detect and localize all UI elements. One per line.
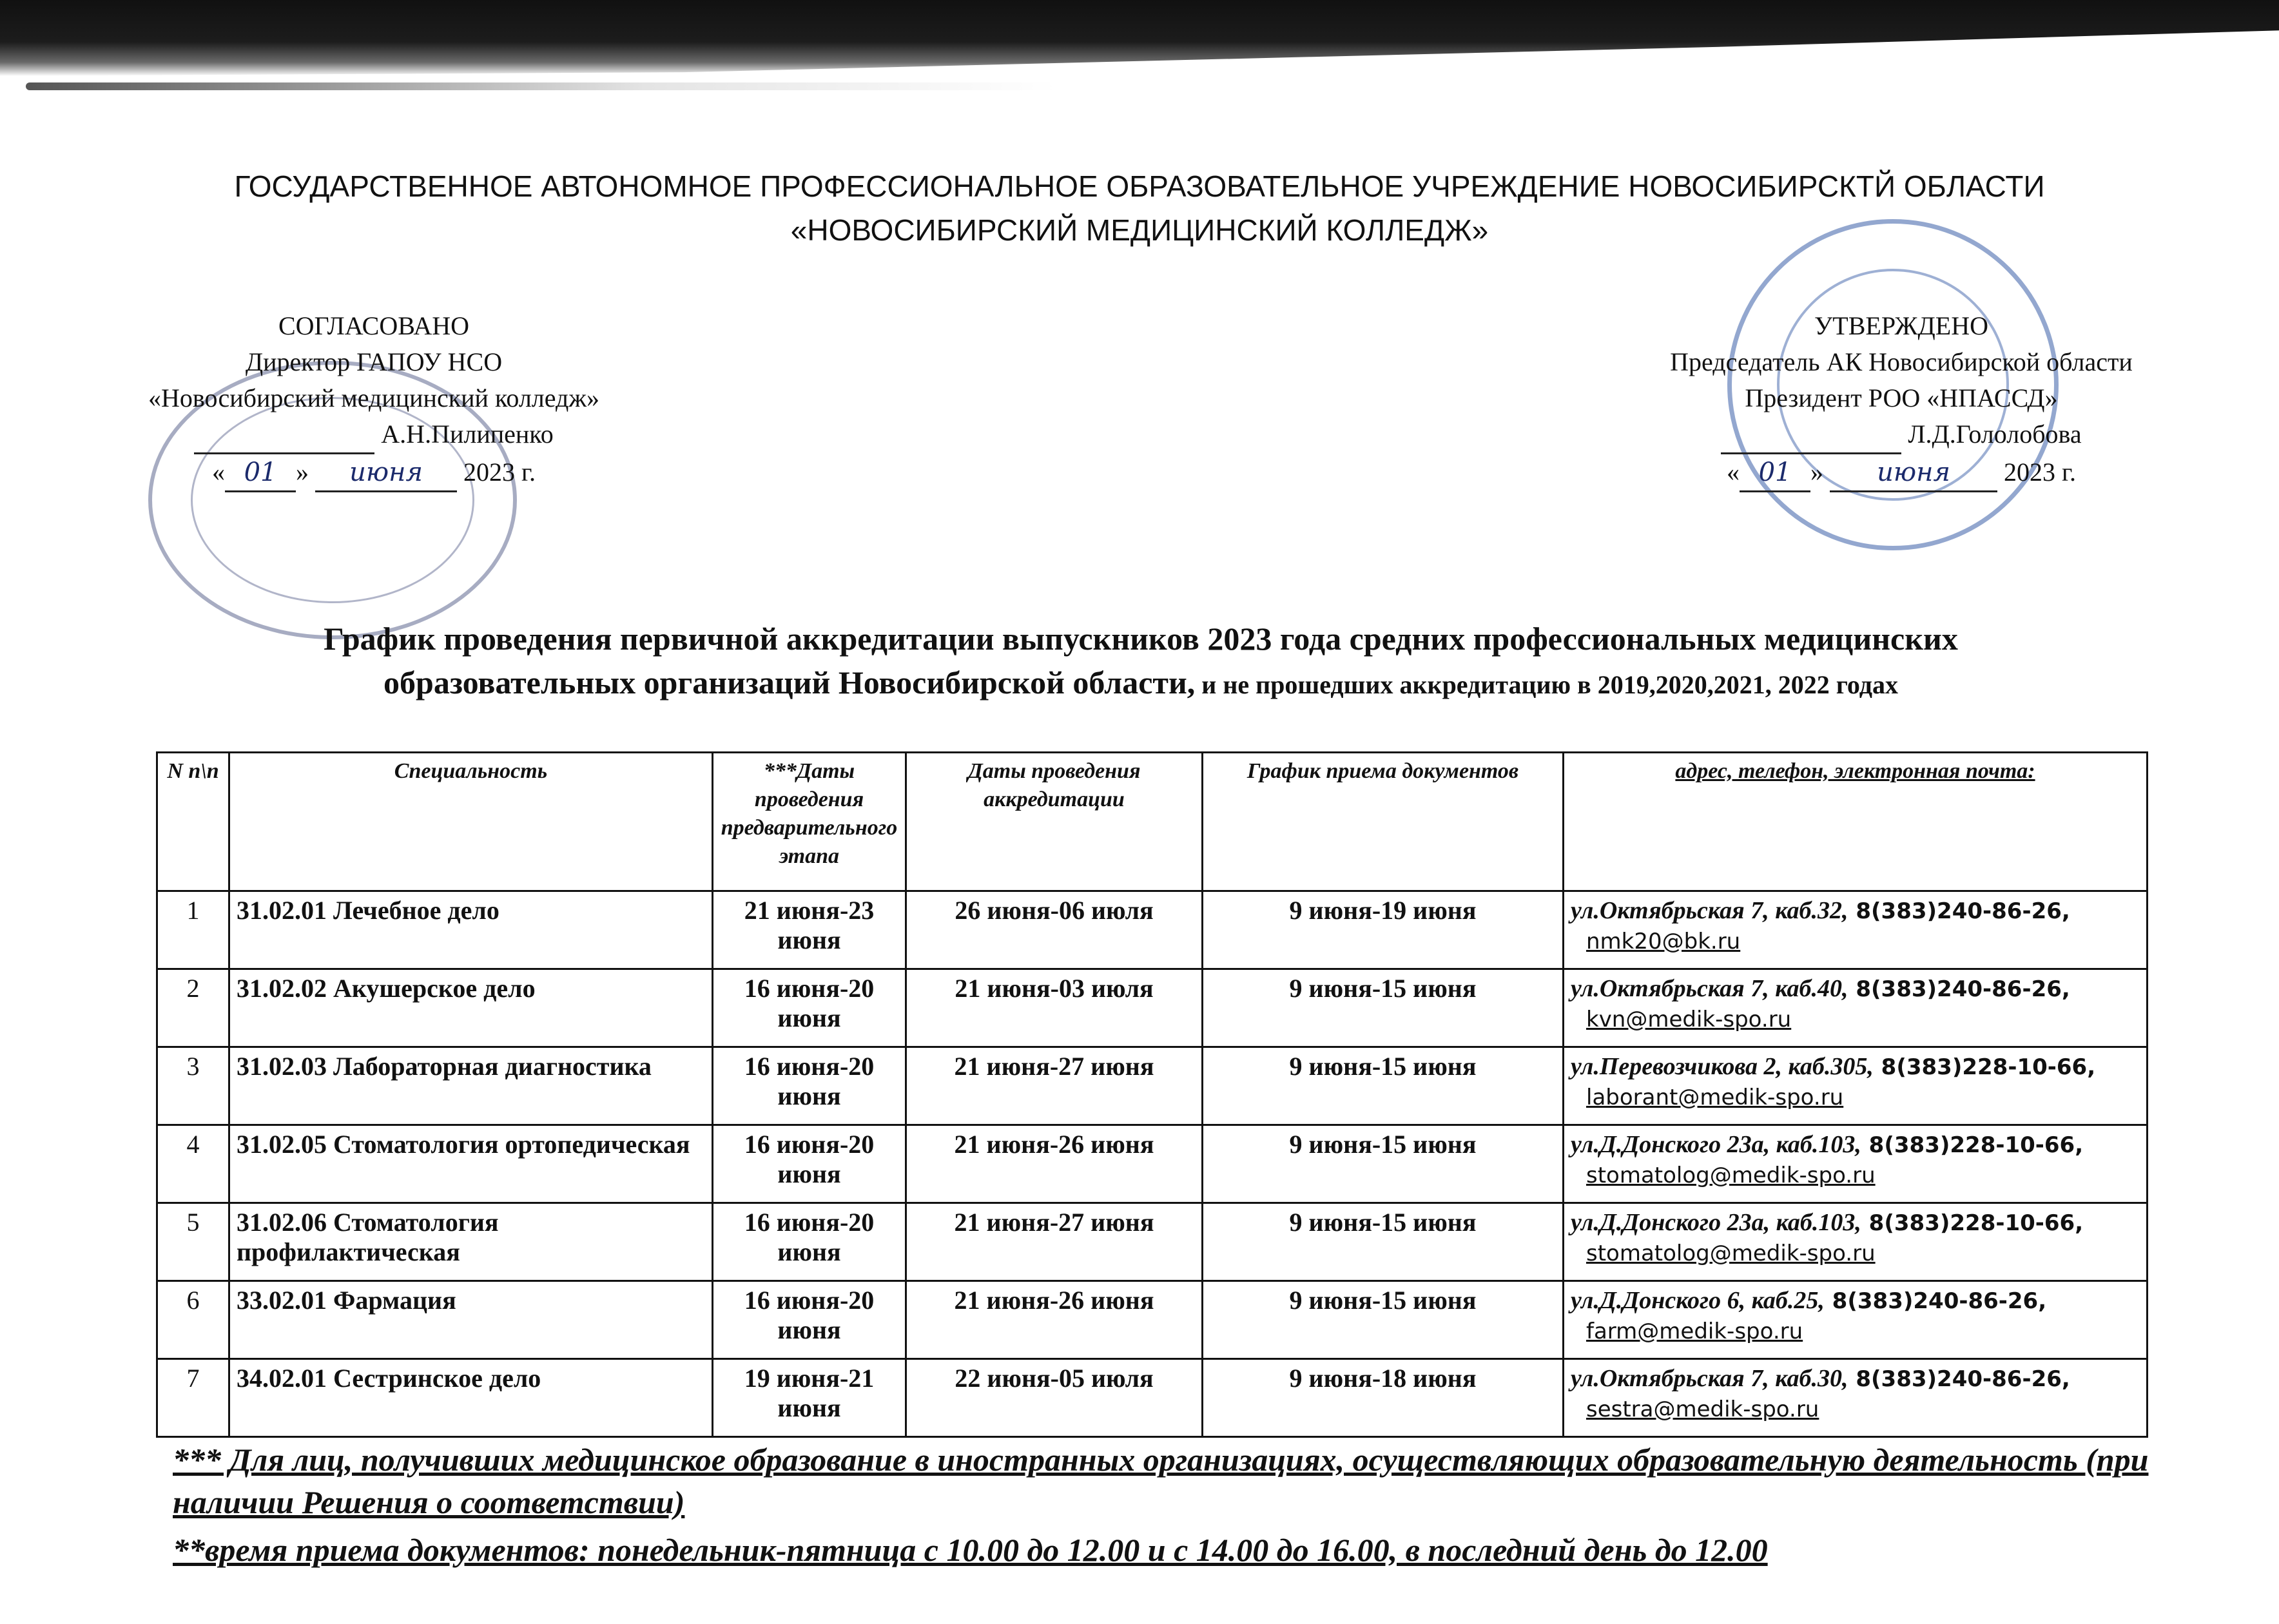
header-address: адрес, телефон, электронная почта:: [1564, 753, 2148, 891]
footnote-reception-hours: **время приема документов: понедельник-пятница с 10.00 до 12.00 и с 14.00 до 16.00, в последний день до 12.00: [173, 1532, 1768, 1568]
row-contacts: [1564, 969, 2148, 1047]
agreed-date: « 01 » июня 2023 г.: [90, 454, 657, 492]
row-documents: 9 июня-15 июня: [1203, 1281, 1564, 1359]
agreed-signatory-name: А.Н.Пилипенко: [381, 420, 554, 449]
row-accreditation: 21 июня-26 июня: [906, 1125, 1203, 1203]
agreed-day: 01: [225, 454, 296, 492]
row-pre-stage: 16 июня-20 июня: [713, 969, 906, 1047]
scan-shadow-top: [0, 0, 2279, 76]
row-email[interactable]: stomatolog@medik-spo.ru: [1586, 1241, 1876, 1266]
row-accreditation: 21 июня-27 июня: [906, 1047, 1203, 1125]
row-contacts: [1564, 1359, 2148, 1437]
row-pre-stage: 16 июня-20 июня: [713, 1047, 906, 1125]
table-row: [157, 1203, 2148, 1281]
document-title-line2: [103, 664, 2178, 701]
approved-month: июня: [1830, 454, 1997, 492]
row-accreditation: 21 июня-27 июня: [906, 1203, 1203, 1281]
agreed-position: Директор ГАПОУ НСО: [245, 347, 503, 376]
table-row: [157, 1047, 2148, 1125]
row-documents: 9 июня-19 июня: [1203, 891, 1564, 969]
table-row: [157, 969, 2148, 1047]
header-pre-stage: ***Даты проведения предварительного этапа: [713, 753, 906, 891]
row-specialty: 31.02.03 Лабораторная диагностика: [229, 1047, 713, 1125]
agreed-signatory: [90, 416, 657, 454]
row-number: 6: [157, 1281, 229, 1359]
row-street: ул.Д.Донского 23а, каб.103,: [1571, 1131, 1861, 1158]
row-street: ул.Октябрьская 7, каб.32,: [1571, 897, 1848, 924]
row-pre-stage: 16 июня-20 июня: [713, 1203, 906, 1281]
organization-name: ГОСУДАРСТВЕННОЕ АВТОНОМНОЕ ПРОФЕССИОНАЛЬНОЕ ОБРАЗОВАТЕЛЬНОЕ УЧРЕЖДЕНИЕ НОВОСИБИРСКТЙ ОБЛАСТИ: [234, 169, 2045, 203]
row-contacts: [1564, 891, 2148, 969]
row-contacts: [1564, 1281, 2148, 1359]
row-contacts: [1564, 1047, 2148, 1125]
table-header-row: [157, 753, 2148, 891]
row-documents: 9 июня-15 июня: [1203, 1047, 1564, 1125]
footnote-foreign-education: *** Для лиц, получивших медицинское образование в иностранных организациях, осуществляющих образовательную деятельность (при наличии Решения о соответствии): [173, 1442, 2149, 1520]
row-documents: 9 июня-15 июня: [1203, 1125, 1564, 1203]
schedule-table: [156, 751, 2148, 1438]
row-email[interactable]: nmk20@bk.ru: [1586, 929, 1741, 954]
table-row: [157, 891, 2148, 969]
header-number: N п\п: [157, 753, 229, 891]
row-phone: 8(383)240-86-26,: [1848, 976, 2070, 1002]
agreed-organization: «Новосибирский медицинский колледж»: [148, 383, 599, 412]
row-street: ул.Перевозчикова 2, каб.305,: [1571, 1053, 1874, 1080]
header-documents: График приема документов: [1203, 753, 1564, 891]
approved-signatory-name: Л.Д.Гололобова: [1908, 420, 2082, 449]
row-pre-stage: 21 июня-23 июня: [713, 891, 906, 969]
row-phone: 8(383)240-86-26,: [1848, 898, 2070, 924]
row-specialty: 31.02.05 Стоматология ортопедическая: [229, 1125, 713, 1203]
header-accreditation: Даты проведения аккредитации: [906, 753, 1203, 891]
row-street: ул.Д.Донского 6, каб.25,: [1571, 1287, 1825, 1314]
row-phone: 8(383)240-86-26,: [1848, 1366, 2070, 1392]
agreed-block: [90, 308, 657, 492]
row-documents: 9 июня-18 июня: [1203, 1359, 1564, 1437]
document-title: График проведения первичной аккредитации выпускников 2023 года средних профессиональных медицинских: [324, 621, 1958, 657]
row-number: 4: [157, 1125, 229, 1203]
document-title-main: образовательных организаций Новосибирской области,: [383, 664, 1196, 701]
row-pre-stage: 19 июня-21 июня: [713, 1359, 906, 1437]
approved-organization: Президент РОО «НПАССД»: [1745, 383, 2058, 412]
organization-short-name: «НОВОСИБИРСКИЙ МЕДИЦИНСКИЙ КОЛЛЕДЖ»: [790, 213, 1489, 247]
row-street: ул.Октябрьская 7, каб.40,: [1571, 975, 1848, 1002]
header-specialty: Специальность: [229, 753, 713, 891]
row-street: ул.Д.Донского 23а, каб.103,: [1571, 1209, 1861, 1236]
approved-year: 2023 г.: [2004, 458, 2076, 487]
document-title-note: и не прошедших аккредитацию в 2019,2020,2021, 2022 годах: [1195, 670, 1898, 699]
row-email[interactable]: stomatolog@medik-spo.ru: [1586, 1163, 1876, 1188]
row-accreditation: 21 июня-26 июня: [906, 1281, 1203, 1359]
row-accreditation: 21 июня-03 июля: [906, 969, 1203, 1047]
row-specialty: 34.02.01 Сестринское дело: [229, 1359, 713, 1437]
row-street: ул.Октябрьская 7, каб.30,: [1571, 1365, 1848, 1392]
row-number: 2: [157, 969, 229, 1047]
row-contacts: [1564, 1125, 2148, 1203]
approved-heading: УТВЕРЖДЕНО: [1814, 311, 1989, 340]
approved-date: « 01 » июня 2023 г.: [1598, 454, 2204, 492]
approved-position: Председатель АК Новосибирской области: [1670, 347, 2133, 376]
row-pre-stage: 16 июня-20 июня: [713, 1125, 906, 1203]
row-contacts: [1564, 1203, 2148, 1281]
table-row: [157, 1359, 2148, 1437]
row-phone: 8(383)228-10-66,: [1873, 1054, 2096, 1080]
approved-block: [1598, 308, 2204, 492]
row-specialty: 31.02.06 Стоматология профилактическая: [229, 1203, 713, 1281]
row-documents: 9 июня-15 июня: [1203, 1203, 1564, 1281]
row-number: 5: [157, 1203, 229, 1281]
row-number: 1: [157, 891, 229, 969]
row-specialty: 33.02.01 Фармация: [229, 1281, 713, 1359]
row-number: 3: [157, 1047, 229, 1125]
agreed-heading: СОГЛАСОВАНО: [278, 311, 470, 340]
row-phone: 8(383)228-10-66,: [1861, 1210, 2084, 1236]
table-row: [157, 1281, 2148, 1359]
row-email[interactable]: laborant@medik-spo.ru: [1586, 1085, 1844, 1110]
approved-signatory: [1598, 416, 2204, 454]
row-accreditation: 26 июня-06 июля: [906, 891, 1203, 969]
row-number: 7: [157, 1359, 229, 1437]
row-documents: 9 июня-15 июня: [1203, 969, 1564, 1047]
approved-day: 01: [1740, 454, 1810, 492]
row-email[interactable]: sestra@medik-spo.ru: [1586, 1397, 1819, 1422]
row-email[interactable]: farm@medik-spo.ru: [1586, 1319, 1803, 1344]
agreed-year: 2023 г.: [463, 458, 536, 487]
row-email[interactable]: kvn@medik-spo.ru: [1586, 1007, 1792, 1032]
scan-streak: [26, 82, 1057, 90]
row-pre-stage: 16 июня-20 июня: [713, 1281, 906, 1359]
row-specialty: 31.02.01 Лечебное дело: [229, 891, 713, 969]
row-specialty: 31.02.02 Акушерское дело: [229, 969, 713, 1047]
agreed-month: июня: [315, 454, 457, 492]
row-phone: 8(383)228-10-66,: [1861, 1132, 2084, 1158]
table-row: [157, 1125, 2148, 1203]
row-accreditation: 22 июня-05 июля: [906, 1359, 1203, 1437]
row-phone: 8(383)240-86-26,: [1824, 1288, 2047, 1314]
